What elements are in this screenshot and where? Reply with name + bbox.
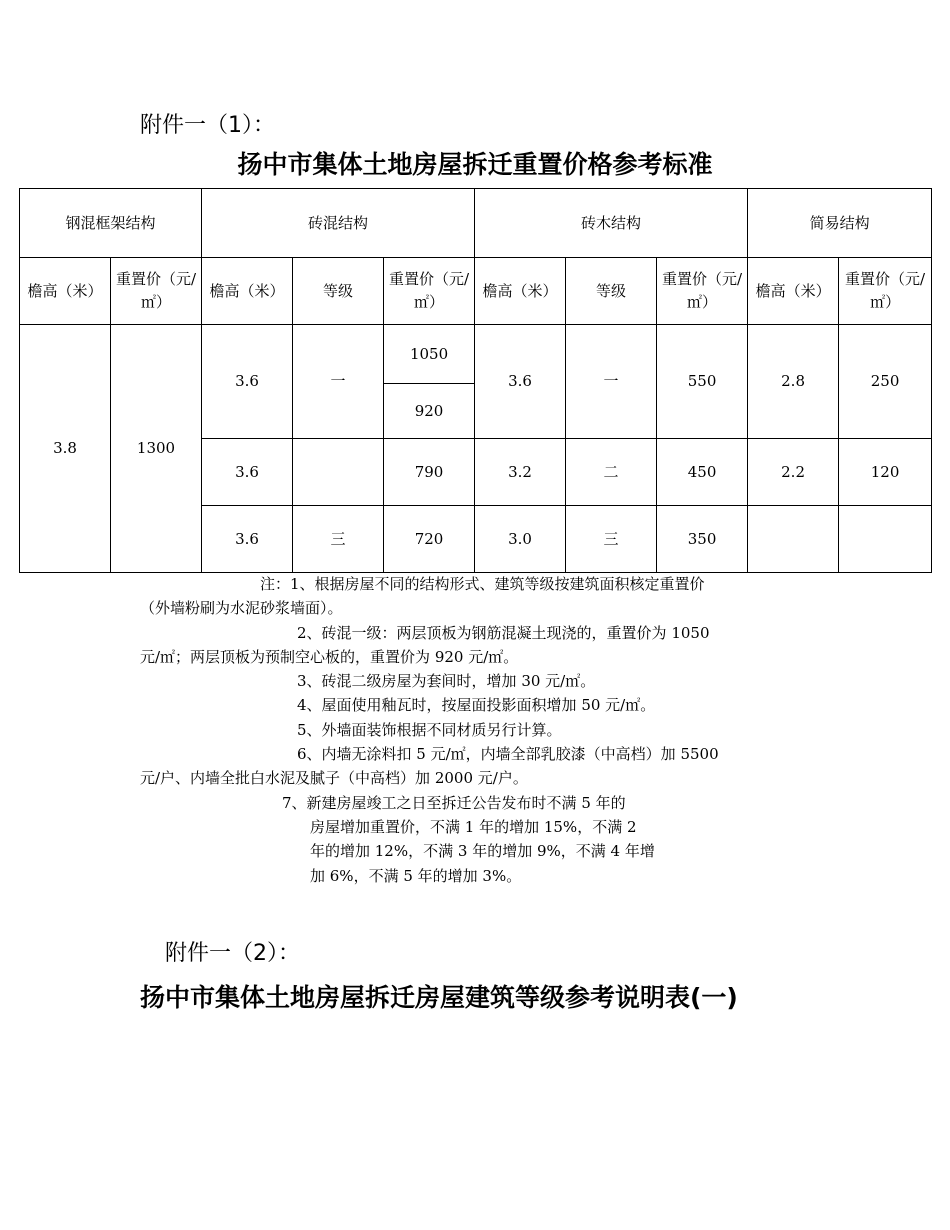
note-line: 7、新建房屋竣工之日至拆迁公告发布时不满 5 年的 xyxy=(282,793,626,812)
attachment-label-1: 附件一（1）： xyxy=(140,113,275,138)
note-line: 3、砖混二级房屋为套间时，增加 30 元/㎡。 xyxy=(297,672,596,691)
note-line: 年的增加 12%，不满 3 年的增加 9%，不满 4 年增 xyxy=(310,842,655,861)
subheader-height: 檐高（米） xyxy=(20,258,111,325)
bw-price-cell: 450 xyxy=(657,439,748,506)
bc-price-cell: 920 xyxy=(384,384,475,439)
subheader-height: 檐高（米） xyxy=(748,258,839,325)
bw-price-cell: 550 xyxy=(657,325,748,439)
bc-price-cell: 1050 xyxy=(384,325,475,384)
bw-price-cell: 350 xyxy=(657,506,748,573)
note-line: 4、屋面使用釉瓦时，按屋面投影面积增加 50 元/㎡。 xyxy=(297,696,656,715)
subheader-price: 重置价（元/㎡） xyxy=(384,258,475,325)
note-line: 5、外墙面装饰根据不同材质另行计算。 xyxy=(297,720,562,739)
bc-grade-cell xyxy=(293,439,384,506)
note-line: 加 6%，不满 5 年的增加 3%。 xyxy=(310,866,522,885)
note-line: 元/户、内墙全批白水泥及腻子（中高档）加 2000 元/户。 xyxy=(140,769,528,788)
subheader-height: 檐高（米） xyxy=(202,258,293,325)
note-line: （外墙粉刷为水泥砂浆墙面）。 xyxy=(140,599,343,618)
bc-height-cell: 3.6 xyxy=(202,506,293,573)
bw-height-cell: 3.6 xyxy=(475,325,566,439)
bw-grade-cell: 一 xyxy=(566,325,657,439)
header-simple-structure: 简易结构 xyxy=(748,189,932,258)
simple-price-cell xyxy=(839,506,932,573)
bc-height-cell: 3.6 xyxy=(202,439,293,506)
attachment-label-2: 附件一（2）： xyxy=(165,941,300,966)
header-frame-structure: 钢混框架结构 xyxy=(20,189,202,258)
document-title-1: 扬中市集体土地房屋拆迁重置价格参考标准 xyxy=(237,150,713,179)
subheader-grade: 等级 xyxy=(293,258,384,325)
bc-height-cell: 3.6 xyxy=(202,325,293,439)
note-line: 元/㎡；两层顶板为预制空心板的，重置价为 920 元/㎡。 xyxy=(140,647,519,666)
subheader-price: 重置价（元/㎡） xyxy=(839,258,932,325)
note-line: 6、内墙无涂料扣 5 元/㎡，内墙全部乳胶漆（中高档）加 5500 xyxy=(297,745,719,764)
subheader-grade: 等级 xyxy=(566,258,657,325)
bc-grade-cell: 三 xyxy=(293,506,384,573)
subheader-price: 重置价（元/㎡） xyxy=(657,258,748,325)
note-line: 2、砖混一级：两层顶板为钢筋混凝土现浇的，重置价为 1050 xyxy=(297,623,710,642)
subheader-price: 重置价（元/㎡） xyxy=(111,258,202,325)
simple-height-cell: 2.2 xyxy=(748,439,839,506)
header-brick-concrete: 砖混结构 xyxy=(202,189,475,258)
bc-grade-cell: 一 xyxy=(293,325,384,439)
simple-price-cell: 120 xyxy=(839,439,932,506)
subheader-height: 檐高（米） xyxy=(475,258,566,325)
bw-grade-cell: 三 xyxy=(566,506,657,573)
frame-price-cell: 1300 xyxy=(111,325,202,573)
notes-block xyxy=(140,572,840,888)
header-brick-wood: 砖木结构 xyxy=(475,189,748,258)
bc-price-cell: 720 xyxy=(384,506,475,573)
simple-height-cell: 2.8 xyxy=(748,325,839,439)
note-line: 房屋增加重置价，不满 1 年的增加 15%，不满 2 xyxy=(310,817,637,836)
frame-height-cell: 3.8 xyxy=(20,325,111,573)
simple-price-cell: 250 xyxy=(839,325,932,439)
bw-height-cell: 3.2 xyxy=(475,439,566,506)
bc-price-cell: 790 xyxy=(384,439,475,506)
simple-height-cell xyxy=(748,506,839,573)
bw-grade-cell: 二 xyxy=(566,439,657,506)
document-title-2: 扬中市集体土地房屋拆迁房屋建筑等级参考说明表(一) xyxy=(140,983,738,1012)
note-line: 注：1、根据房屋不同的结构形式、建筑等级按建筑面积核定重置价 xyxy=(260,575,705,593)
price-table xyxy=(19,188,932,573)
bw-height-cell: 3.0 xyxy=(475,506,566,573)
